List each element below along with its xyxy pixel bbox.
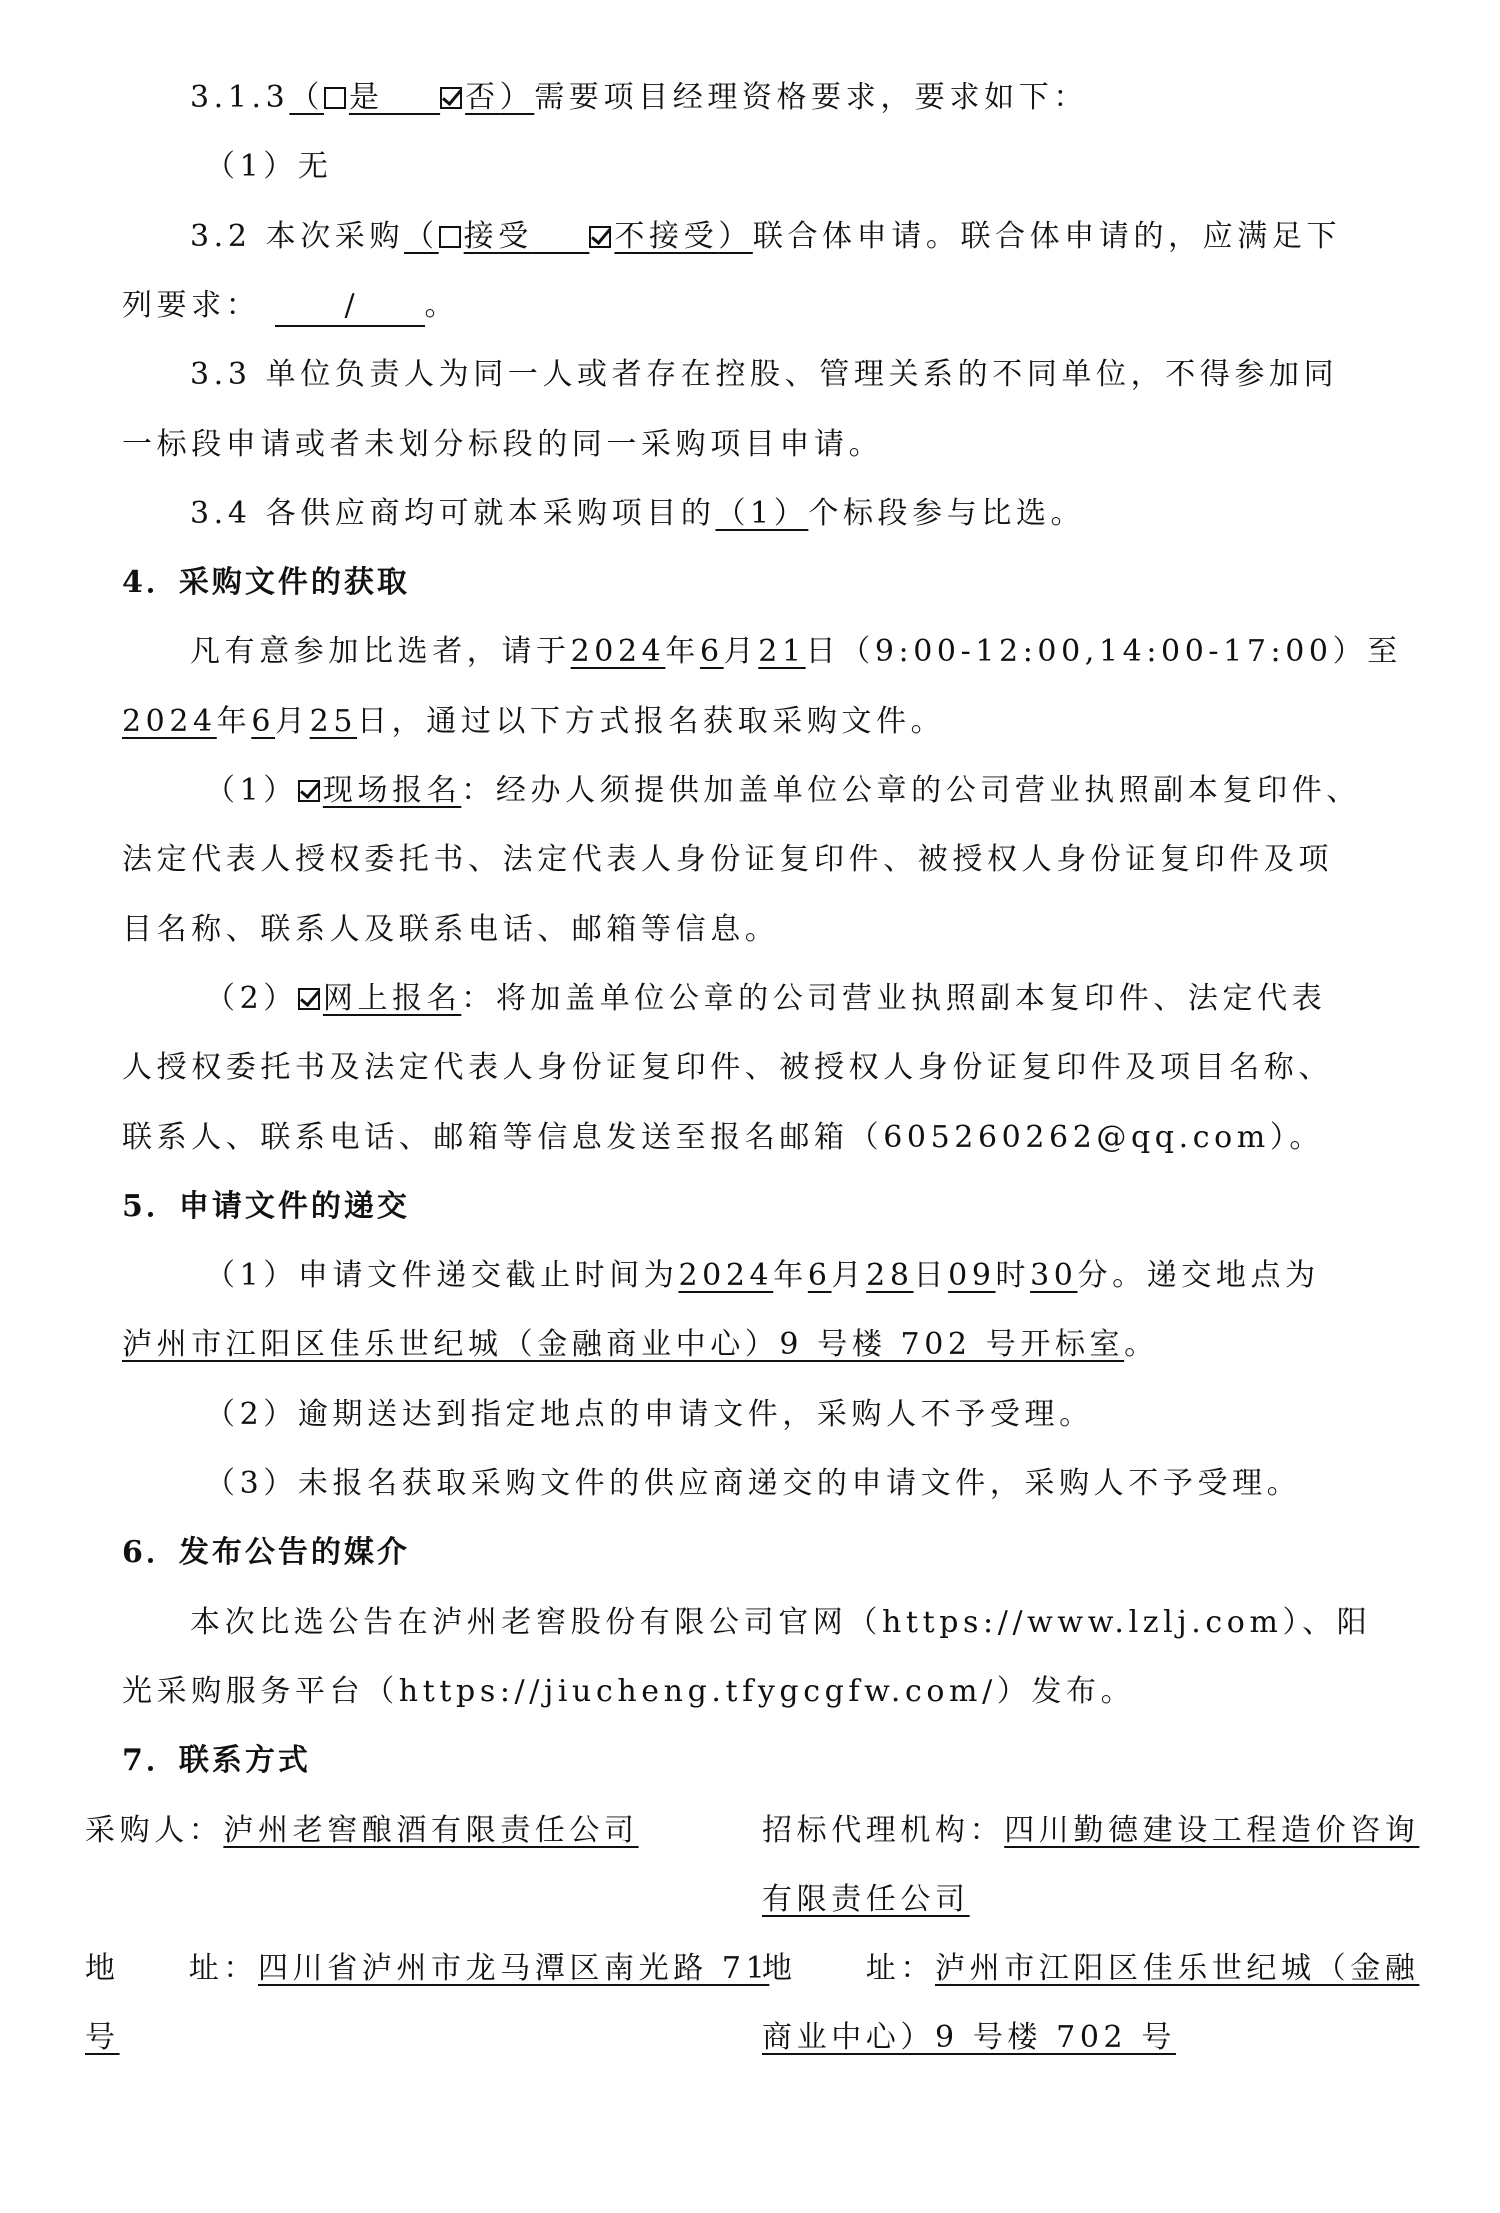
onsite-registration-line-3: 目名称、联系人及联系电话、邮箱等信息。 (122, 911, 780, 947)
accept-options: （ 接受 不接受） (404, 218, 753, 254)
deadline-month: 6 (807, 1258, 832, 1294)
agency-name-continued: 有限责任公司 (762, 1881, 970, 1917)
online-registration-line-2: 人授权委托书及法定代表人身份证复印件、被授权人身份证复印件及项目名称、 (122, 1050, 1333, 1086)
option-reject-label: 不接受 (614, 218, 719, 254)
start-year: 2024 (570, 634, 666, 670)
clause-3-4: 3.4 各供应商均可就本采购项目的（1）个标段参与比选。 (190, 495, 1086, 531)
section-heading-4: 4．采购文件的获取 (122, 565, 410, 601)
clause-3-2: 3.2 本次采购（ 接受 不接受）联合体申请。联合体申请的，应满足下 (190, 218, 1342, 254)
section-heading-5: 5．申请文件的递交 (122, 1188, 410, 1224)
clause-3-1-3-item-1: （1）无 (205, 149, 333, 185)
onsite-registration-line-1: （1） 现场报名：经办人须提供加盖单位公章的公司营业执照副本复印件、 (205, 773, 1361, 808)
end-day: 25 (309, 703, 358, 739)
purchaser-address: 四川省泸州市龙马潭区南光路 71 (258, 1951, 770, 1987)
checkbox-yes-icon[interactable] (324, 87, 346, 109)
purchaser-name: 泸州老窖酿酒有限责任公司 (223, 1812, 639, 1848)
clause-3-3-line-1: 3.3 单位负责人为同一人或者存在控股、管理关系的不同单位，不得参加同 (190, 357, 1339, 393)
publication-media-line-2: 光采购服务平台（https://jiucheng.tfygcgfw.com/）发布。 (122, 1673, 1136, 1709)
checkbox-reject-checked-icon[interactable] (589, 226, 611, 248)
start-day: 21 (758, 634, 806, 670)
agency-address-row-1: 地 址：泸州市江阳区佳乐世纪城（金融 (762, 1951, 1420, 1987)
end-year: 2024 (122, 703, 217, 739)
submission-location-line: 泸州市江阳区佳乐世纪城（金融商业中心）9 号楼 702 号开标室。 (122, 1327, 1159, 1363)
purchaser-address-row-2 (85, 2003, 120, 2072)
option-accept-label: 接受 (463, 218, 533, 254)
clause-text: 需要项目经理资格要求，要求如下： (534, 80, 1088, 115)
section-heading-7: 7．联系方式 (122, 1743, 311, 1779)
online-registration-line-3: 联系人、联系电话、邮箱等信息发送至报名邮箱（605260262@qq.com）。 (122, 1119, 1325, 1155)
checkbox-onsite-checked-icon[interactable] (298, 780, 320, 802)
clause-3-1-3 (190, 63, 1088, 132)
submission-location: 泸州市江阳区佳乐世纪城（金融商业中心）9 号楼 702 号开标室 (122, 1327, 1125, 1363)
checkbox-no-checked-icon[interactable] (440, 87, 462, 109)
section-4-intro-line-2: 2024年6月25日，通过以下方式报名获取采购文件。 (122, 703, 946, 739)
onsite-registration-label: 现场报名 (298, 773, 461, 808)
purchaser-address-row-1: 地 址：四川省泸州市龙马潭区南光路 71 (85, 1951, 770, 1987)
online-registration-label: 网上报名 (298, 981, 461, 1016)
deadline-minute: 30 (1030, 1258, 1078, 1294)
onsite-registration-line-2: 法定代表人授权委托书、法定代表人身份证复印件、被授权人身份证复印件及项 (122, 842, 1333, 878)
agency-address-continued: 商业中心）9 号楼 702 号 (762, 2020, 1176, 2056)
agency-name: 四川勤德建设工程造价咨询 (1004, 1812, 1420, 1848)
publication-media-line-1: 本次比选公告在泸州老窖股份有限公司官网（https://www.lzlj.com）、阳 (190, 1604, 1372, 1640)
option-no-label: 否 (465, 80, 500, 115)
deadline-day: 28 (866, 1258, 914, 1294)
clause-number: 3.2 (190, 218, 252, 254)
purchaser-name-row: 采购人：泸州老窖酿酒有限责任公司 (85, 1812, 639, 1848)
late-submission-note: （2）逾期送达到指定地点的申请文件，采购人不予受理。 (205, 1396, 1094, 1432)
consortium-requirement-blank: / (275, 287, 425, 327)
section-heading-6: 6．发布公告的媒介 (122, 1535, 410, 1571)
purchaser-address-continued: 号 (85, 2020, 120, 2056)
agency-address: 泸州市江阳区佳乐世纪城（金融 (935, 1951, 1420, 1987)
end-month: 6 (251, 703, 276, 739)
yes-no-options: （ 是 否） (289, 80, 535, 115)
clause-3-3-line-2: 一标段申请或者未划分标段的同一采购项目申请。 (122, 426, 884, 462)
submission-deadline-line-1: （1）申请文件递交截止时间为2024年6月28日09时30分。递交地点为 (205, 1258, 1320, 1294)
clause-3-2-continuation: 列要求： / 。 (122, 271, 459, 340)
option-yes-label: 是 (348, 80, 384, 115)
office-hours: （9:00-12:00,14:00-17:00）至 (840, 634, 1402, 670)
lot-count: （1） (715, 495, 809, 531)
section-4-intro-line-1: 凡有意参加比选者，请于2024年6月21日（9:00-12:00,14:00-17:00）至 (190, 634, 1402, 670)
agency-name-row-2 (762, 1865, 970, 1934)
online-registration-line-1: （2） 网上报名：将加盖单位公章的公司营业执照副本复印件、法定代表 (205, 980, 1327, 1016)
deadline-hour: 09 (948, 1258, 996, 1294)
agency-name-row-1: 招标代理机构：四川勤德建设工程造价咨询 (762, 1812, 1420, 1848)
unregistered-submission-note: （3）未报名获取采购文件的供应商递交的申请文件，采购人不予受理。 (205, 1466, 1302, 1501)
checkbox-accept-icon[interactable] (439, 226, 461, 248)
checkbox-online-checked-icon[interactable] (298, 988, 320, 1010)
clause-number: 3.1.3 (190, 80, 290, 115)
start-month: 6 (699, 634, 724, 670)
deadline-year: 2024 (678, 1258, 774, 1294)
agency-address-row-2 (762, 2003, 1176, 2072)
